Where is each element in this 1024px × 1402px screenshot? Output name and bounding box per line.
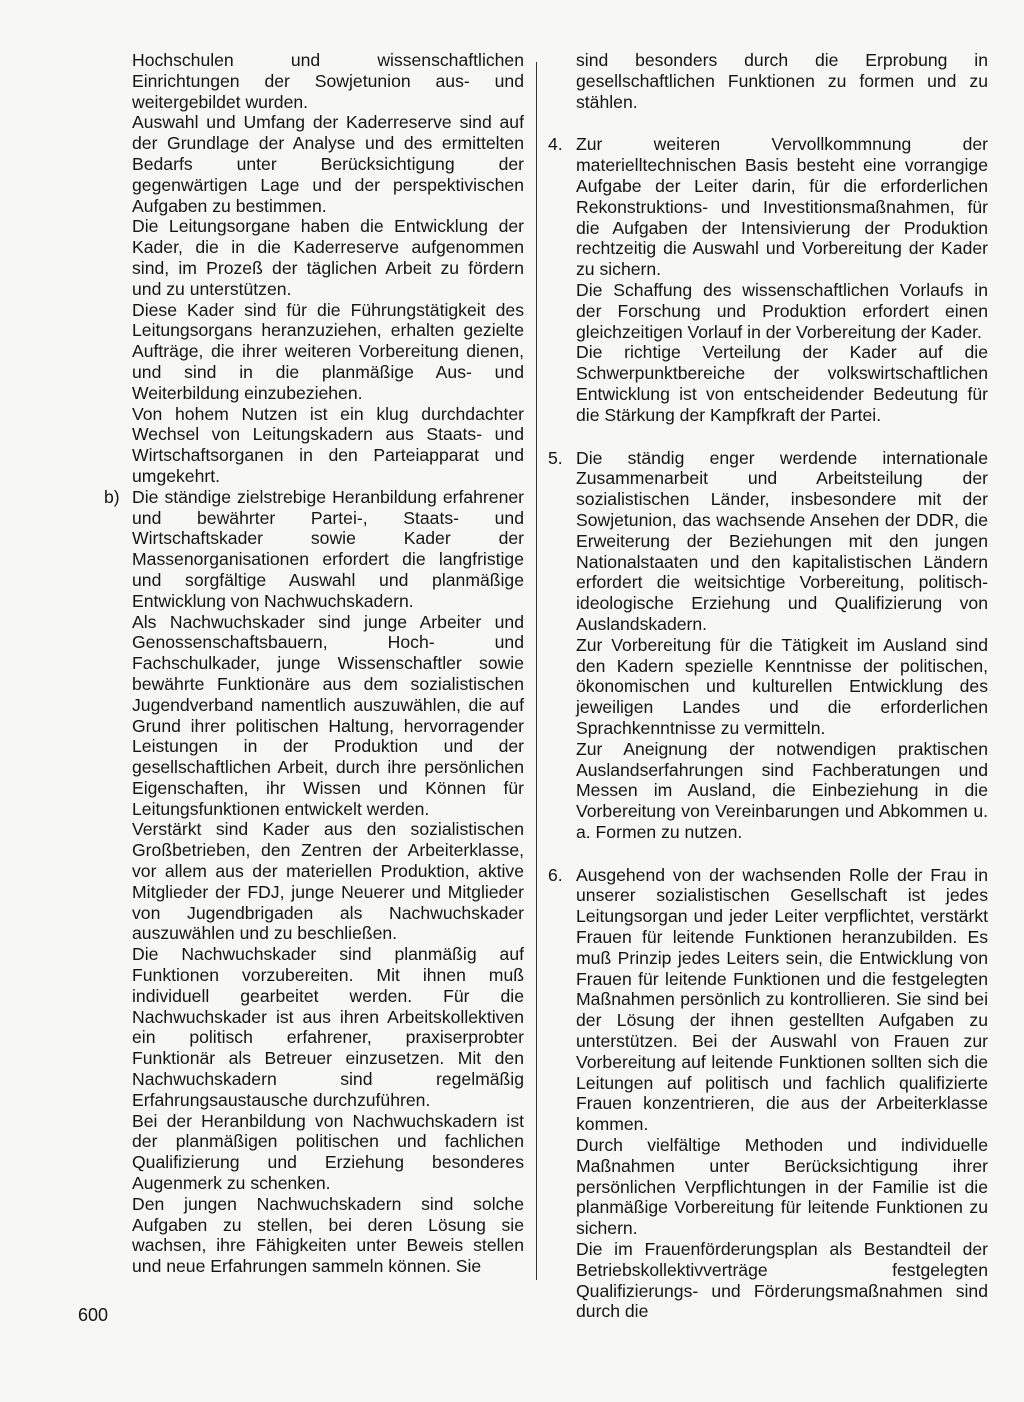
paragraph: Verstärkt sind Kader aus den sozialistischen Großbetrieben, den Zentren der Arbeiterklasse, vor allem aus der materiellen Produktion, aktive Mitglieder der FDJ, junge Neuerer und Mitglieder von Jugendbrigaden als Nachwuchskader auszuwählen und zu beschließen.	[132, 819, 524, 944]
paragraph: Hochschulen und wissenschaftlichen Einrichtungen der Sowjetunion aus- und weitergebildet wurden.	[132, 50, 524, 112]
paragraph: Von hohem Nutzen ist ein klug durchdachter Wechsel von Leitungskadern aus Staats- und Wirtschaftsorganen in den Parteiapparat und umgekehrt.	[132, 403, 524, 486]
item-number: 4.	[548, 134, 563, 155]
section-label: b)	[104, 486, 120, 507]
list-item-6	[548, 865, 988, 1323]
section-b	[104, 487, 524, 1277]
paragraph: Durch vielfältige Methoden und individuelle Maßnahmen unter Berücksichtigung ihrer persönlichen Verpflichtungen in der Familie ist die planmäßige Vorbereitung für leitende Funktionen zu sichern.	[576, 1135, 988, 1239]
page-number: 600	[78, 1305, 109, 1325]
paragraph: Bei der Heranbildung von Nachwuchskadern ist der planmäßigen politischen und fachlichen Qualifizierung und Erziehung besonderes Augenmerk zu schenken.	[132, 1110, 524, 1194]
paragraph: Auswahl und Umfang der Kaderreserve sind auf der Grundlage der Analyse und des ermittelten Bedarfs unter Berücksichtigung der gegenwärtigen Lage und der perspektivischen Aufgaben zu bestimmen.	[132, 112, 524, 216]
paragraph: Zur Vorbereitung für die Tätigkeit im Ausland sind den Kadern spezielle Kenntnisse der politischen, ökonomischen und kulturellen Entwicklung des jeweiligen Landes und die erforderlichen Sprachkenntnisse zu vermitteln.	[576, 634, 988, 738]
paragraph: Als Nachwuchskader sind junge Arbeiter und Genossenschaftsbauern, Hoch- und Fachschulkader, junge Wissenschaftler sowie bewährte Funktionäre aus dem sozialistischen Jugendverband namentlich auszuwählen, die auf Grund ihrer politischen Haltung, hervorragender Leistungen in der Produktion und der gesellschaftlichen Arbeit, durch ihre persönlichen Eigenschaften, ihr Wissen und Können für Leitungsfunktionen entwickelt werden.	[132, 611, 524, 819]
paragraph: Ausgehend von der wachsenden Rolle der Frau in unserer sozialistischen Gesellschaft ist jedes Leitungsorgan und jeder Leiter verpflichtet, verstärkt Frauen für leitende Funktionen heranzubilden. Es muß Prinzip jedes Leiters sein, die Entwicklung von Frauen für leitende Funktionen und die festgelegten Maßnahmen persönlich zu kontrollieren. Sie sind bei der Lösung der ihnen gestellten Aufgaben zu unterstützen. Bei der Auswahl von Frauen zur Vorbereitung auf leitende Funktionen sollten sich die Leitungen auf politisch und fachlich qualifizierte Frauen konzentrieren, die aus der Arbeiterklasse kommen.	[576, 864, 988, 1135]
paragraph: Die richtige Verteilung der Kader auf die Schwerpunktbereiche der volkswirtschaftlichen Entwicklung ist von entscheidender Bedeutung für die Stärkung der Kampfkraft der Partei.	[576, 342, 988, 425]
item-number: 6.	[548, 864, 563, 885]
paragraph: Die im Frauenförderungsplan als Bestandteil der Betriebskollektivverträge festgelegten Qualifizierungs- und Förderungsmaßnahmen sind durch die	[576, 1239, 988, 1322]
column-divider	[536, 62, 537, 1280]
item-number: 5.	[548, 447, 563, 468]
paragraph: Die ständig enger werdende internationale Zusammenarbeit und Arbeitsteilung der sozialistischen Länder, insbesondere mit der Sowjetunion, das wachsende Ansehen der DDR, die Erweiterung der Beziehungen mit den jungen Nationalstaaten und den kapitalistischen Ländern erfordert die weitsichtige Vorbereitung, politisch-ideologische Erziehung und Qualifizierung von Auslandskadern.	[576, 447, 988, 634]
paragraph: Die ständige zielstrebige Heranbildung erfahrener und bewährter Partei-, Staats- und Wirtschaftskader sowie Kader der Massenorganisationen erfordert die langfristige und sorgfältige Auswahl und planmäßige Entwicklung von Nachwuchskadern.	[132, 486, 524, 611]
left-column	[104, 50, 524, 1277]
paragraph: Diese Kader sind für die Führungstätigkeit des Leitungsorgans heranzuziehen, erhalten gezielte Aufträge, die ihrer weiteren Vorbereitung dienen, und sind in die planmäßige Aus- und Weiterbildung einzubeziehen.	[132, 299, 524, 403]
paragraph: Zur weiteren Vervollkommnung der materielltechnischen Basis besteht eine vorrangige Aufgabe der Leiter darin, für die erforderlichen Rekonstruktions- und Investitionsmaßnahmen, für die Aufgaben der Intensivierung der Produktion rechtzeitig die Auswahl und Vorbereitung der Kader zu sichern.	[576, 134, 988, 280]
paragraph: Den jungen Nachwuchskadern sind solche Aufgaben zu stellen, bei deren Lösung sie wachsen, ihre Fähigkeiten unter Beweis stellen und neue Erfahrungen sammeln können. Sie	[132, 1193, 524, 1277]
list-item-4	[548, 134, 988, 425]
paragraph: Die Schaffung des wissenschaftlichen Vorlaufs in der Forschung und Produktion erfordert einen gleichzeitigen Vorlauf in der Vorbereitung der Kader.	[576, 279, 988, 342]
list-item-5	[548, 448, 988, 843]
paragraph: sind besonders durch die Erprobung in gesellschaftlichen Funktionen zu formen und zu stählen.	[576, 50, 988, 112]
paragraph: Zur Aneignung der notwendigen praktischen Auslandserfahrungen sind Fachberatungen und Messen im Ausland, die Einbeziehung in die Vorbereitung von Vereinbarungen und Abkommen u. a. Formen zu nutzen.	[576, 738, 988, 842]
paragraph: Die Leitungsorgane haben die Entwicklung der Kader, die in die Kaderreserve aufgenommen sind, im Prozeß der täglichen Arbeit zu fördern und zu unterstützen.	[132, 216, 524, 299]
paragraph: Die Nachwuchskader sind planmäßig auf Funktionen vorzubereiten. Mit ihnen muß individuell gearbeitet werden. Für die Nachwuchskader ist aus ihren Arbeitskollektiven ein politisch erfahrener, praxiserprobter Funktionär als Betreuer einzusetzen. Mit den Nachwuchskadern sind regelmäßig Erfahrungsaustausche durchzuführen.	[132, 944, 524, 1110]
right-column	[548, 50, 988, 1322]
